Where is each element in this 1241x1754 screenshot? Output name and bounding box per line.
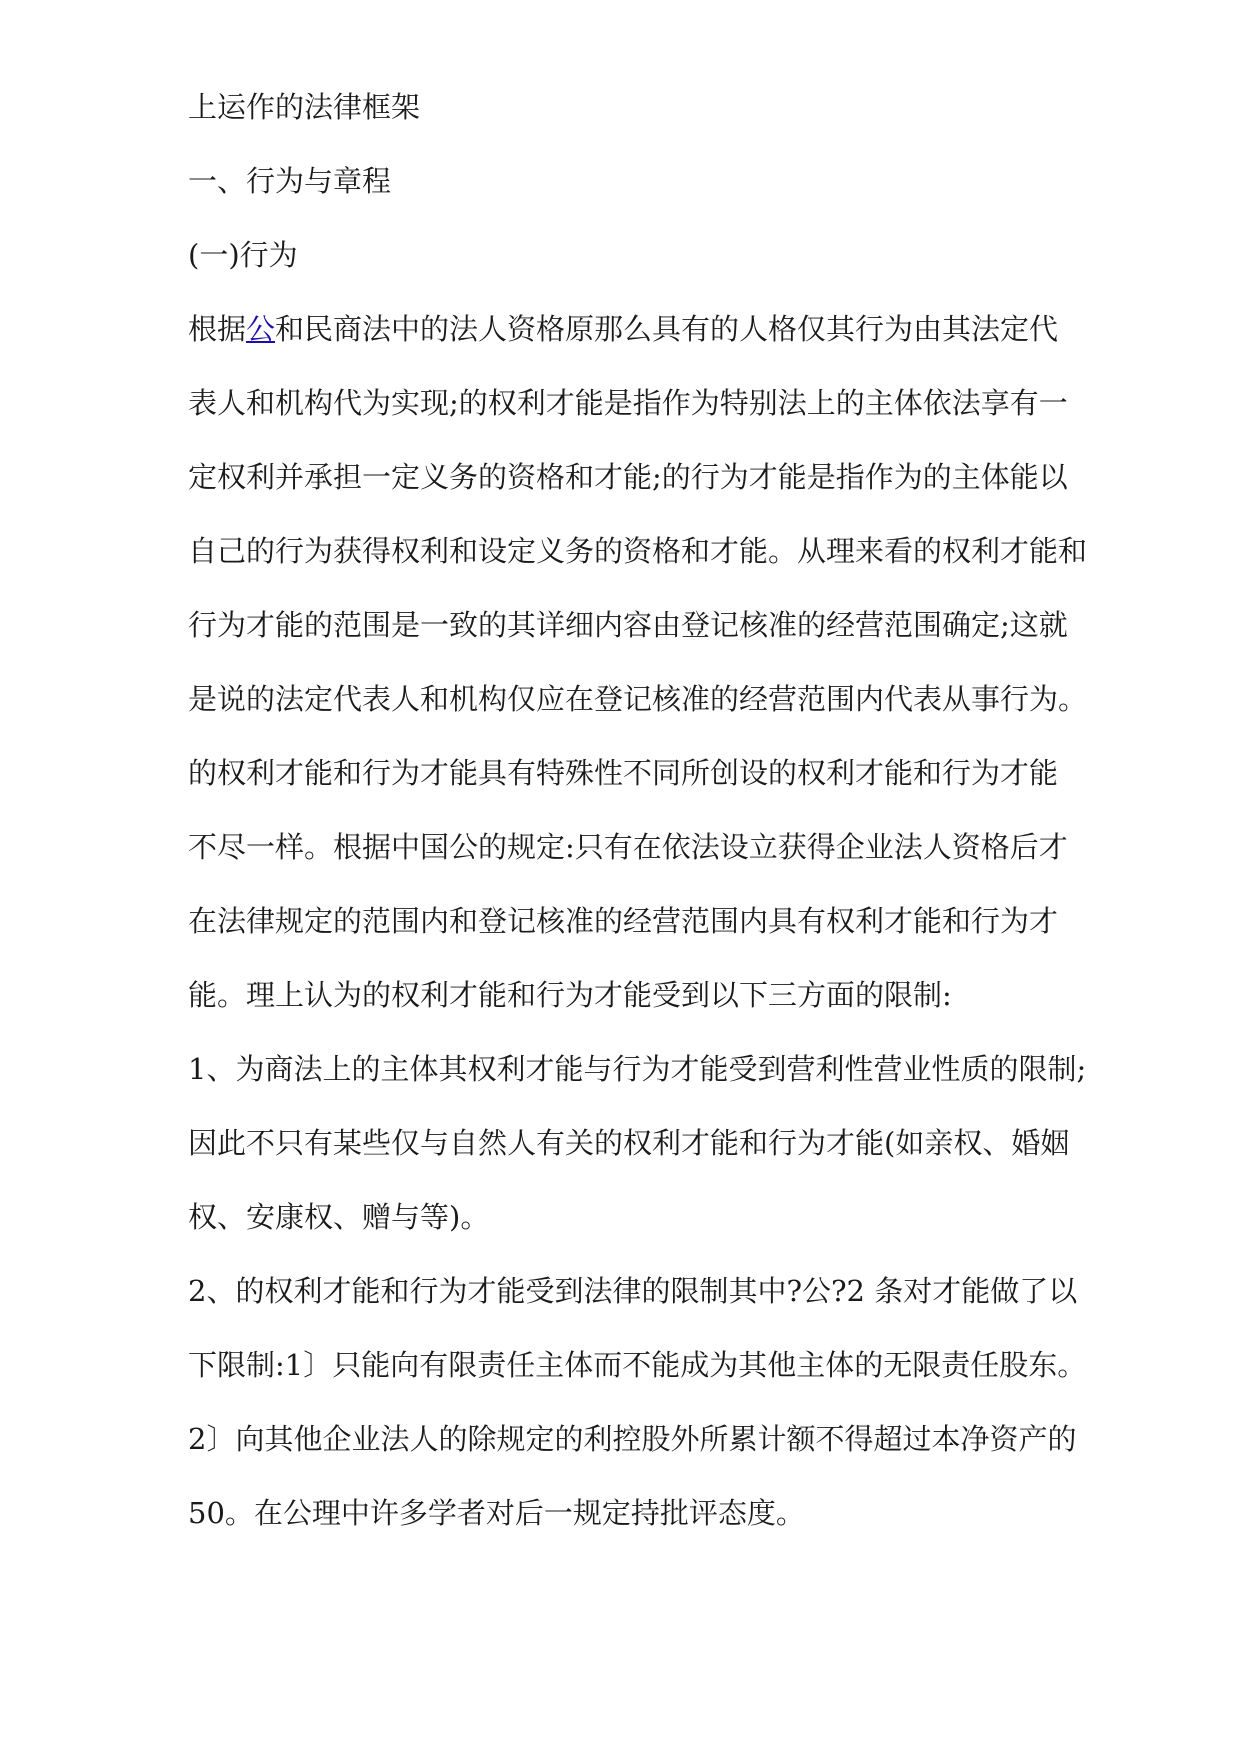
list-item-2-cont: 下限制:1〕只能向有限责任主体而不能成为其他主体的无限责任股东。: [188, 1348, 1087, 1382]
paragraph-line: 不尽一样。根据中国公的规定:只有在依法设立获得企业法人资格后才: [188, 830, 1068, 864]
list-item-1-cont: 因此不只有某些仅与自然人有关的权利才能和行为才能(如亲权、婚姻: [188, 1126, 1070, 1160]
paragraph-line: 行为才能的范围是一致的其详细内容由登记核准的经营范围确定;这就: [188, 608, 1068, 642]
paragraph-line: [188, 292, 1148, 366]
section-title: 上运作的法律框架: [188, 90, 421, 124]
paragraph-line: 自己的行为获得权利和设定义务的资格和才能。从理来看的权利才能和: [188, 534, 1088, 568]
paragraph-line: 在法律规定的范围内和登记核准的经营范围内具有权利才能和行为才: [188, 904, 1059, 938]
paragraph-text: 根据: [188, 312, 247, 346]
list-item-1: 1、为商法上的主体其权利才能与行为才能受到营利性营业性质的限制;: [188, 1052, 1087, 1086]
paragraph-line: 定权利并承担一定义务的资格和才能;的行为才能是指作为的主体能以: [188, 460, 1068, 494]
list-item-2: 2、的权利才能和行为才能受到法律的限制其中?公?2 条对才能做了以: [188, 1274, 1078, 1308]
company-law-link[interactable]: 公: [246, 312, 276, 346]
paragraph-line: 能。理上认为的权利才能和行为才能受到以下三方面的限制:: [188, 978, 952, 1012]
heading-1-1: (一)行为: [188, 238, 298, 272]
paragraph-line: 是说的法定代表人和机构仅应在登记核准的经营范围内代表从事行为。: [188, 682, 1088, 716]
heading-1: 一、行为与章程: [188, 164, 392, 198]
list-item-2-cont: 50。在公理中许多学者对后一规定持批评态度。: [188, 1496, 805, 1530]
paragraph-line: 表人和机构代为实现;的权利才能是指作为特别法上的主体依法享有一: [188, 386, 1068, 420]
paragraph-text: 和民商法中的法人资格原那么具有的人格仅其行为由其法定代: [275, 312, 1059, 346]
paragraph-line: 的权利才能和行为才能具有特殊性不同所创设的权利才能和行为才能: [188, 756, 1059, 790]
list-item-1-cont: 权、安康权、赠与等)。: [188, 1200, 490, 1234]
document-body: [188, 70, 1148, 1550]
list-item-2-cont: 2〕向其他企业法人的除规定的利控股外所累计额不得超过本净资产的: [188, 1422, 1077, 1456]
